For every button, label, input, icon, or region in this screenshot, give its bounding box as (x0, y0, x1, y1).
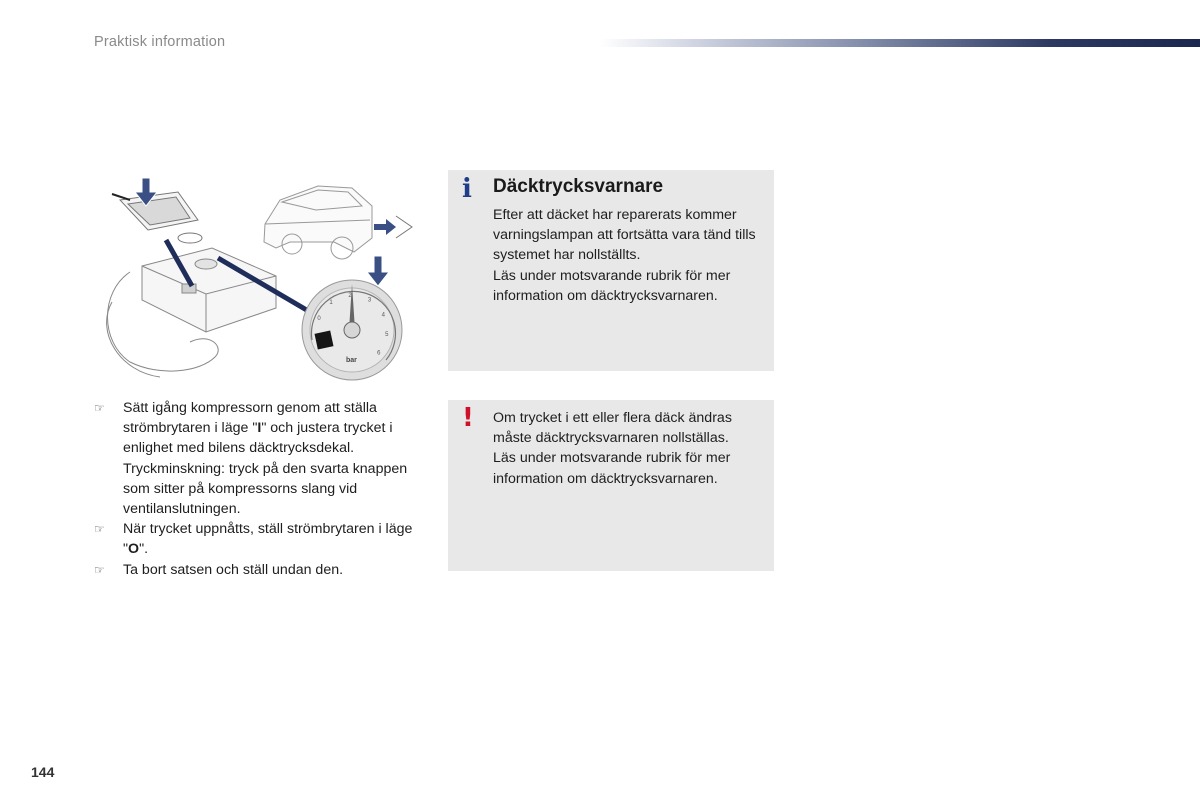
step-text-continued: " och justera trycket i enlighet med bilens däcktrycksdekal. Tryckminskning: tryck på den svarta knappen som sitter på kompressorns slang vid ventilanslutningen. (123, 420, 408, 518)
arrow-down-gauge-icon (367, 256, 389, 286)
info-box-text (493, 205, 763, 306)
step-text: Ta bort satsen och ställ undan den. (123, 561, 344, 578)
gauge-tick-label: 4 (381, 312, 385, 319)
instruction-step (92, 519, 437, 559)
info-paragraph: Efter att däcket har reparerats kommer varningslampan att fortsätta vara tänd tills systemet har nollställts. (493, 207, 756, 264)
hand-pointer-icon: ☞ (94, 522, 105, 537)
instruction-step (92, 560, 437, 580)
warning-paragraph: Om trycket i ett eller flera däck ändras måste däcktrycksvarnaren nollställas. (493, 410, 732, 447)
warning-box-text (493, 408, 763, 489)
gauge-tick-label: 0 (317, 316, 321, 322)
gauge-tick-label: 6 (377, 350, 381, 357)
hand-pointer-icon: ☞ (94, 562, 105, 577)
arrow-right-icon (374, 216, 412, 238)
pressure-gauge (302, 280, 402, 380)
step-switch-position: I (257, 420, 262, 437)
step-text: När trycket uppnåtts, ställ strömbrytaren i läge " (123, 521, 413, 558)
instruction-step (92, 398, 437, 519)
page-number: 144 (31, 764, 55, 780)
step-text-continued: ". (139, 541, 149, 558)
info-box (448, 170, 774, 371)
gauge-tick-label: 2 (348, 293, 352, 300)
gauge-tick-label: 3 (367, 297, 372, 304)
compressor-illustration (90, 172, 440, 387)
step-text: Sätt igång kompressorn genom att ställa strömbrytaren i läge " (123, 400, 377, 437)
section-title: Praktisk information (94, 34, 226, 50)
hand-pointer-icon: ☞ (94, 401, 105, 415)
instruction-list (92, 398, 437, 580)
warning-box (448, 400, 774, 571)
compressor-body (107, 248, 276, 377)
compressor-tray-detail (112, 192, 202, 243)
gauge-unit-label: bar (346, 357, 357, 364)
header-accent-bar (600, 39, 1200, 47)
step-switch-position: O (128, 541, 140, 558)
info-icon: i (462, 174, 472, 204)
info-box-title: Däcktrycksvarnare (493, 176, 664, 197)
car-outline (264, 186, 372, 259)
gauge-tick-label: 1 (329, 299, 333, 306)
warning-icon: ! (462, 403, 474, 433)
warning-paragraph: Läs under motsvarande rubrik för mer information om däcktrycksvarnaren. (493, 450, 731, 487)
info-paragraph: Läs under motsvarande rubrik för mer information om däcktrycksvarnaren. (493, 267, 731, 304)
gauge-tick-label: 5 (385, 332, 389, 339)
